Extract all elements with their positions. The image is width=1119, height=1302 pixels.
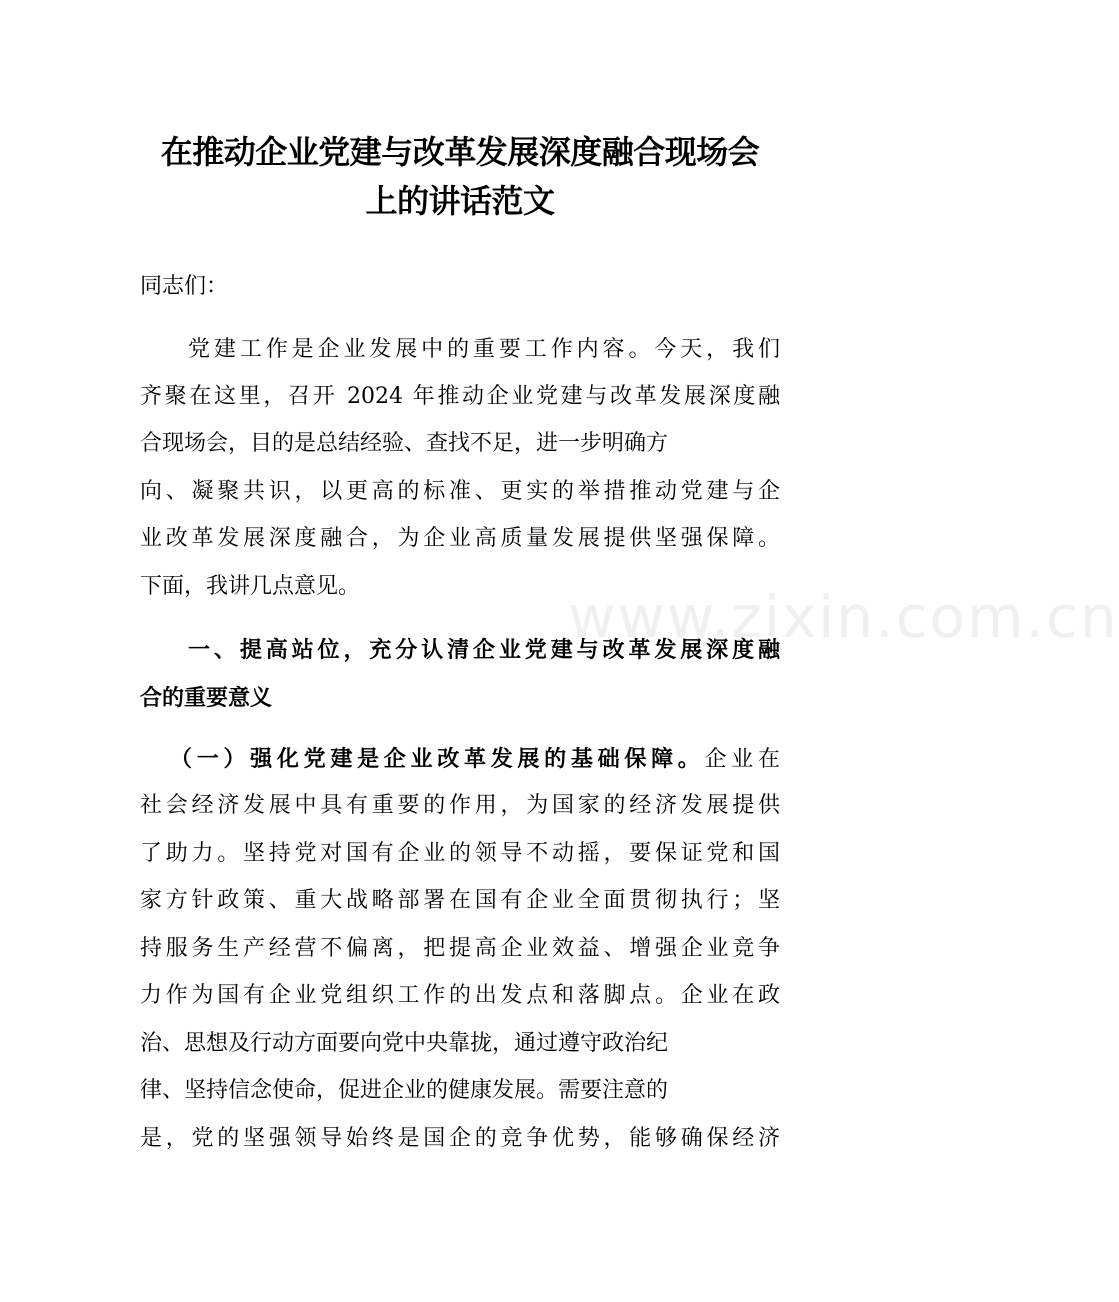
subsection-line-6: 治、思想及行动方面要向党中央靠拢，通过遵守政治纪 xyxy=(140,1031,669,1056)
subsection-line-2: 了助力。坚持党对国有企业的领导不动摇，要保证党和国 xyxy=(140,841,780,866)
intro-line-6: 下面，我讲几点意见。 xyxy=(140,574,361,599)
section-heading-line-1: 一、提高站位，充分认清企业党建与改革发展深度融 xyxy=(188,637,780,663)
intro-line-1: 党建工作是企业发展中的重要工作内容。今天，我们 xyxy=(188,337,780,362)
document-title-line-2: 上的讲话范文 xyxy=(365,182,555,220)
subsection-line-7: 律、坚持信念使命，促进企业的健康发展。需要注意的 xyxy=(140,1078,669,1103)
subsection-lead-rest: 企业在 xyxy=(704,747,780,772)
intro-line-2: 齐聚在这里，召开 2024 年推动企业党建与改革发展深度融 xyxy=(140,384,780,409)
watermark: www.zixin.com.cn xyxy=(568,583,1119,651)
subsection-line-5: 力作为国有企业党组织工作的出发点和落脚点。企业在政 xyxy=(140,983,780,1008)
salutation: 同志们： xyxy=(140,274,229,299)
subsection-bold-lead: （一）强化党建是企业改革发展的基础保障。 xyxy=(170,746,705,772)
subsection-line-1: 社会经济发展中具有重要的作用，为国家的经济发展提供 xyxy=(140,793,780,818)
document-title-line-1: 在推动企业党建与改革发展深度融合现场会 xyxy=(160,133,760,171)
subsection-line-8: 是，党的坚强领导始终是国企的竞争优势，能够确保经济 xyxy=(140,1126,780,1151)
subsection-line-3: 家方针政策、重大战略部署在国有企业全面贯彻执行；坚 xyxy=(140,888,780,913)
intro-line-5: 业改革发展深度融合，为企业高质量发展提供坚强保障。 xyxy=(140,526,780,551)
intro-line-4: 向、凝聚共识，以更高的标准、更实的举措推动党建与企 xyxy=(140,479,780,504)
intro-line-3: 合现场会，目的是总结经验、查找不足，进一步明确方 xyxy=(140,431,669,456)
subsection-lead-line xyxy=(170,744,780,775)
section-heading-line-2: 合的重要意义 xyxy=(140,685,273,711)
subsection-line-4: 持服务生产经营不偏离，把提高企业效益、增强企业竞争 xyxy=(140,936,780,961)
